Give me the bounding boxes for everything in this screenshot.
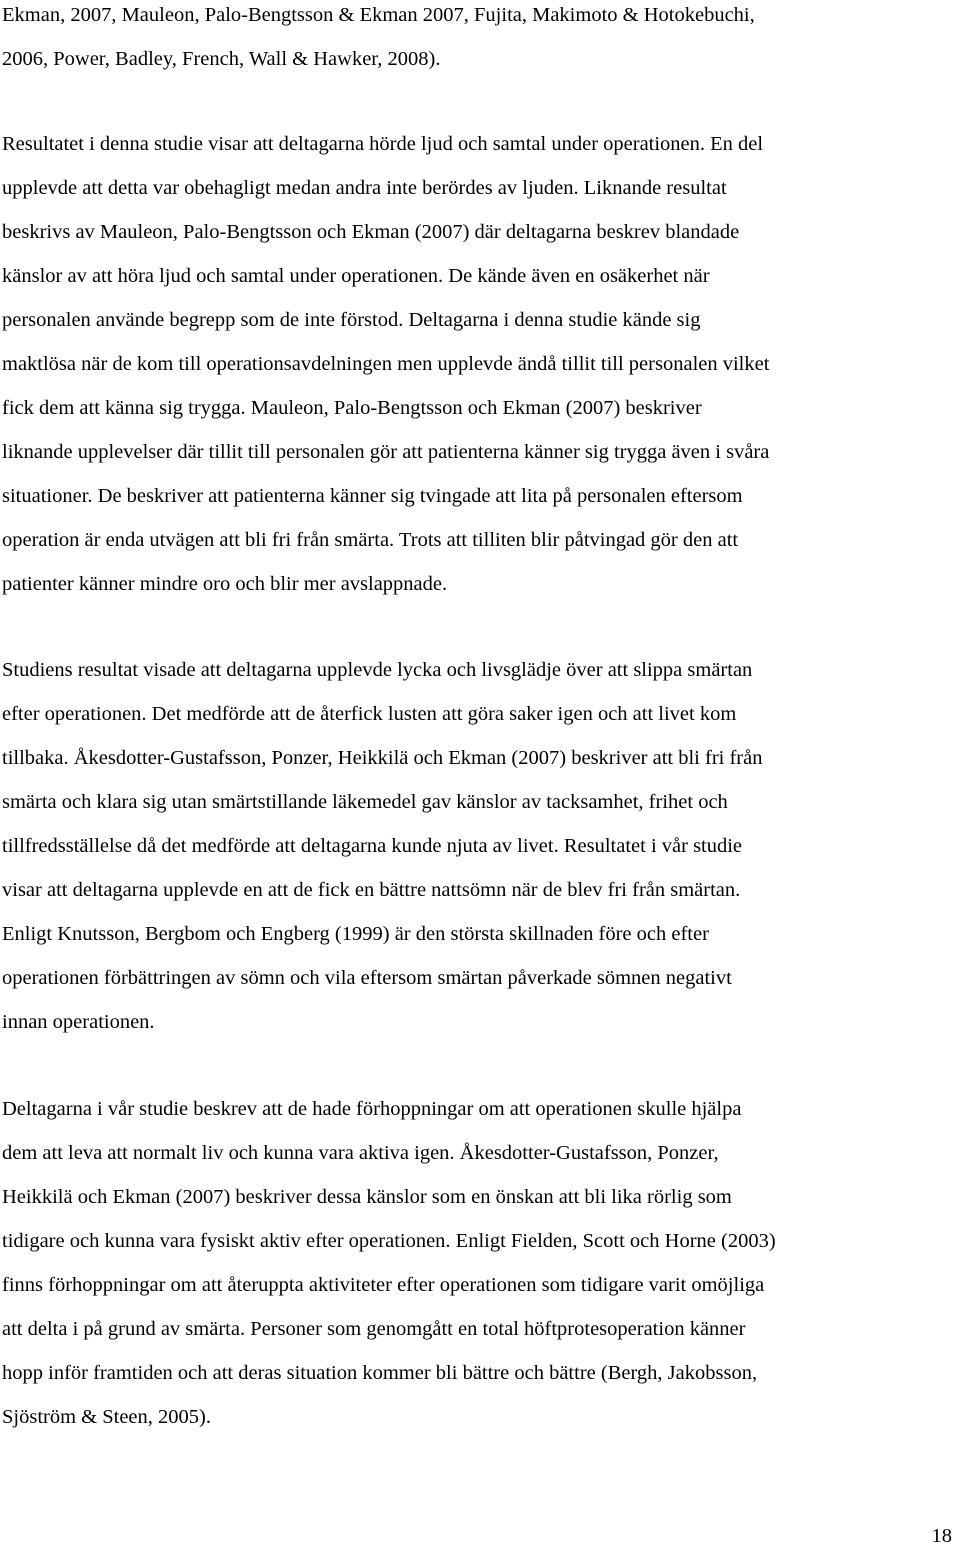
text-line: tidigare och kunna vara fysiskt aktiv efter operationen. Enligt Fielden, Scott och Horne (2003) bbox=[2, 1230, 776, 1252]
text-line: Studiens resultat visade att deltagarna upplevde lycka och livsglädje över att slippa smärtan bbox=[2, 659, 753, 681]
text-line: fick dem att känna sig trygga. Mauleon, Palo-Bengtsson och Ekman (2007) beskriver bbox=[2, 397, 702, 419]
text-line: operationen förbättringen av sömn och vila eftersom smärtan påverkade sömnen negativt bbox=[2, 967, 732, 989]
text-line: dem att leva att normalt liv och kunna vara aktiva igen. Åkesdotter-Gustafsson, Ponzer, bbox=[2, 1142, 719, 1164]
text-line: visar att deltagarna upplevde en att de fick en bättre nattsömn när de blev fri från smärtan. bbox=[2, 879, 741, 901]
page-number: 18 bbox=[931, 1525, 952, 1547]
text-line: Deltagarna i vår studie beskrev att de hade förhoppningar om att operationen skulle hjälpa bbox=[2, 1098, 742, 1120]
text-line: Heikkilä och Ekman (2007) beskriver dessa känslor som en önskan att bli lika rörlig som bbox=[2, 1186, 732, 1208]
text-line: tillbaka. Åkesdotter-Gustafsson, Ponzer, Heikkilä och Ekman (2007) beskriver att bli fri från bbox=[2, 747, 763, 769]
text-line: smärta och klara sig utan smärtstillande läkemedel gav känslor av tacksamhet, frihet och bbox=[2, 791, 728, 813]
text-line: liknande upplevelser där tillit till personalen gör att patienterna känner sig trygga även i svåra bbox=[2, 441, 770, 463]
text-line: beskrivs av Mauleon, Palo-Bengtsson och Ekman (2007) där deltagarna beskrev blandade bbox=[2, 221, 740, 243]
text-line: känslor av att höra ljud och samtal under operationen. De kände även en osäkerhet när bbox=[2, 265, 710, 287]
text-line: hopp inför framtiden och att deras situation kommer bli bättre och bättre (Bergh, Jakobsson, bbox=[2, 1362, 758, 1384]
text-line: patienter känner mindre oro och blir mer avslappnade. bbox=[2, 573, 448, 595]
text-line: tillfredsställelse då det medförde att deltagarna kunde njuta av livet. Resultatet i vår studie bbox=[2, 835, 743, 857]
text-line: upplevde att detta var obehagligt medan andra inte berördes av ljuden. Liknande resultat bbox=[2, 177, 727, 199]
text-line: 2006, Power, Badley, French, Wall & Hawker, 2008). bbox=[2, 48, 441, 70]
text-line: maktlösa när de kom till operationsavdelningen men upplevde ändå tillit till personalen vilket bbox=[2, 353, 770, 375]
text-line: Sjöström & Steen, 2005). bbox=[2, 1406, 211, 1428]
text-line: Ekman, 2007, Mauleon, Palo-Bengtsson & Ekman 2007, Fujita, Makimoto & Hotokebuchi, bbox=[2, 4, 755, 26]
text-line: operation är enda utvägen att bli fri från smärta. Trots att tilliten blir påtvingad gör den att bbox=[2, 529, 739, 551]
text-line: att delta i på grund av smärta. Personer som genomgått en total höftprotesoperation känner bbox=[2, 1318, 746, 1340]
text-line: Resultatet i denna studie visar att deltagarna hörde ljud och samtal under operationen. En del bbox=[2, 133, 764, 155]
text-line: efter operationen. Det medförde att de återfick lusten att göra saker igen och att livet kom bbox=[2, 703, 737, 725]
text-line: situationer. De beskriver att patienterna känner sig tvingade att lita på personalen eftersom bbox=[2, 485, 743, 507]
text-line: innan operationen. bbox=[2, 1011, 155, 1033]
text-line: personalen använde begrepp som de inte förstod. Deltagarna i denna studie kände sig bbox=[2, 309, 701, 331]
text-line: finns förhoppningar om att återuppta aktiviteter efter operationen som tidigare varit omöjliga bbox=[2, 1274, 765, 1296]
text-line: Enligt Knutsson, Bergbom och Engberg (1999) är den största skillnaden före och efter bbox=[2, 923, 709, 945]
